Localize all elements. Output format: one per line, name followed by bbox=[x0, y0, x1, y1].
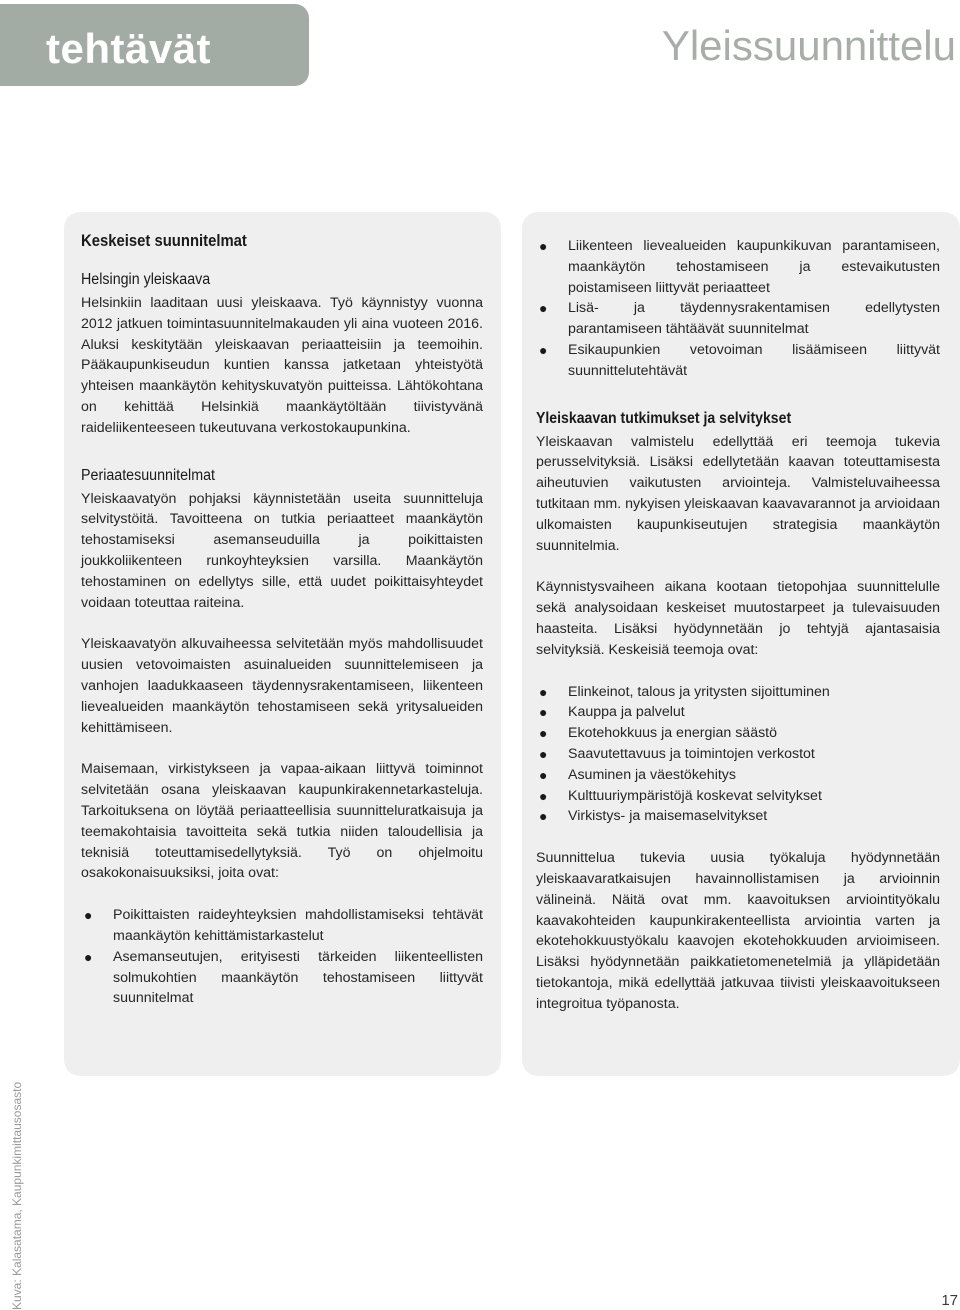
bullet-icon: ● bbox=[539, 238, 548, 254]
photo-credit-caption: Kuva: Kalasatama, Kaupunkimittausosasto bbox=[10, 1081, 24, 1310]
bullet-icon: ● bbox=[539, 341, 548, 358]
paragraph-periaatesuunnitelmat: Yleiskaavatyön pohjaksi käynnistetään useita suunnitteluja selvitystöitä. Tavoitteena on tutkia periaatteet maankäytön tehostamiseksi asemanseuduilla ja poikittaisten joukkoliikenteen runkoyhteyksien varsilla. Maankäytön tehostaminen on edellytys sille, että uudet poikittaisyhteydet voidaan toteuttaa raiteina. bbox=[81, 490, 483, 611]
list-item: ● Virkistys- ja maisemaselvitykset bbox=[536, 806, 940, 827]
right-heading: Yleiskaavan tutkimukset ja selvitykset bbox=[536, 409, 792, 427]
left-heading: Keskeiset suunnitelmat bbox=[81, 232, 247, 250]
section-tab bbox=[0, 4, 309, 86]
list-item: ● Asemanseutujen, erityisesti tärkeiden liikenteellisten solmukohtien maankäytön tehostamiseen liittyvät suunnitelmat bbox=[84, 948, 483, 1007]
paragraph-yleiskaava: Helsinkiin laaditaan uusi yleiskaava. Työ käynnistyy vuonna 2012 jatkuen toimintasuunnitelmakauden yli aina vuoteen 2016. Aluksi keskitytään yleiskaavan periaatteisiin ja teemoihin. Pääkaupunkiseudun kuntien kanssa jatketaan yhteistyötä yhteisen maankäytön kehityskuvatyön puitteissa. Lähtökohtana on kehittää Helsinkiä maankäytöltään tiivistyvänä raideliikenteeseen tukeutuvana verkostokaupunkina. bbox=[81, 295, 483, 436]
bullet-icon: ● bbox=[539, 808, 548, 825]
page-title: Yleissuunnittelu bbox=[661, 22, 956, 69]
bullet-icon: ● bbox=[84, 907, 93, 924]
paragraph-tyokalut: Suunnittelua tukevia uusia työkaluja hyödynnetään yleiskaavaratkaisujen havainnollistamisen ja arvioinnin välineinä. Näitä ovat mm. kaavoituksen arviointityökalu kaavakohteiden kaupunkirakenteellista arviointia varten ja ekotehokkuustyökalu kaavojen ekotehokkuuden arvioimiseen. Lisäksi hyödynnetään paikkatietomenetelmiä ja ylläpidetään tietokantoja, mikä edellyttää jatkuvaa tiivisti yleiskaavoitukseen integroitua työpanosta. bbox=[536, 850, 940, 1012]
section-tab-label: tehtävät bbox=[46, 25, 212, 72]
bullet-icon: ● bbox=[539, 300, 548, 317]
bullet-icon: ● bbox=[539, 745, 548, 762]
paragraph-kaynnistysvaihe: Käynnistysvaiheen aikana kootaan tietopohjaa suunnittelulle sekä analysoidaan keskeiset muutostarpeet ja tulevaisuuden haasteita. Lisäksi hyödynnetään jo tehtyjä ajantasaisia selvityksiä. Keskeisiä teemoja ovat: bbox=[536, 579, 940, 658]
list-item: ● Kulttuuriympäristöjä koskevat selvitykset bbox=[536, 786, 940, 807]
list-item: ● Asuminen ja väestökehitys bbox=[536, 765, 940, 786]
subheading-periaatesuunnitelmat: Periaatesuunnitelmat bbox=[81, 466, 215, 484]
bullet-icon: ● bbox=[539, 704, 548, 721]
list-item: ● Ekotehokkuus ja energian säästö bbox=[536, 723, 940, 744]
right-panel bbox=[522, 212, 960, 1076]
paragraph-tutkimukset: Yleiskaavan valmistelu edellyttää eri teemoja tukevia perusselvityksiä. Lisäksi edellytetään kaavan toteuttamisesta aiheutuvien vaikutusten arviointeja. Valmisteluvaiheessa tutkitaan mm. nykyisen yleiskaavan kaavavarannot ja arvioidaan ulkomaisten kaupunkiseutujen strategisia maankäytön suunnitelmia. bbox=[536, 433, 940, 554]
page-number: 17 bbox=[941, 1292, 958, 1309]
paragraph-maisema: Maisemaan, virkistykseen ja vapaa-aikaan liittyvä toiminnot selvitetään osana yleiskaavan kaupunkirakennetarkasteluja. Tarkoituksena on löytää periaatteellisia suunnitteluratkaisuja ja teemakohtaisia tavoitteita sekä tutkia niiden taloudellisia ja teknisiä toteuttamisedellytyksiä. Työ on ohjelmoitu osakokonaisuuksiksi, joita ovat: bbox=[81, 761, 483, 882]
list-item: ● Elinkeinot, talous ja yritysten sijoittuminen bbox=[536, 682, 940, 703]
left-bullet-list bbox=[81, 905, 483, 1009]
left-panel bbox=[64, 212, 501, 1076]
bullet-icon: ● bbox=[539, 683, 548, 700]
list-item: ● Poikittaisten raideyhteyksien mahdollistamiseksi tehtävät maankäytön kehittämistarkastelut bbox=[84, 907, 483, 944]
paragraph-alkuvaihe: Yleiskaavatyön alkuvaiheessa selvitetään myös mahdollisuudet uusien vetovoimaisten asuinalueiden suunnittelemiseen ja vanhojen laadukkaaseen täydennysrakentamiseen, liikenteen lievealueiden maankäytön tehostamiseen sekä yritysalueiden kehittämiseen. bbox=[81, 636, 483, 736]
list-item: ● Liikenteen lievealueiden kaupunkikuvan parantamiseen, maankäytön tehostamiseen ja estevaikutusten poistamiseen liittyvät periaatteet bbox=[539, 238, 940, 296]
themes-bullet-list bbox=[536, 682, 940, 828]
bullet-icon: ● bbox=[539, 787, 548, 804]
list-item: ● Saavutettavuus ja toimintojen verkostot bbox=[536, 744, 940, 765]
bullet-icon: ● bbox=[84, 948, 93, 965]
list-item: ● Lisä- ja täydennysrakentamisen edellytysten parantamiseen tähtäävät suunnitelmat bbox=[539, 300, 940, 338]
list-item: ● Esikaupunkien vetovoiman lisäämiseen liittyvät suunnittelutehtävät bbox=[539, 341, 940, 379]
list-item: ● Kauppa ja palvelut bbox=[536, 702, 940, 723]
bullet-icon: ● bbox=[539, 766, 548, 783]
bullet-icon: ● bbox=[539, 725, 548, 742]
subheading-yleiskaava: Helsingin yleiskaava bbox=[81, 271, 211, 288]
right-top-bullet-list bbox=[536, 236, 940, 382]
